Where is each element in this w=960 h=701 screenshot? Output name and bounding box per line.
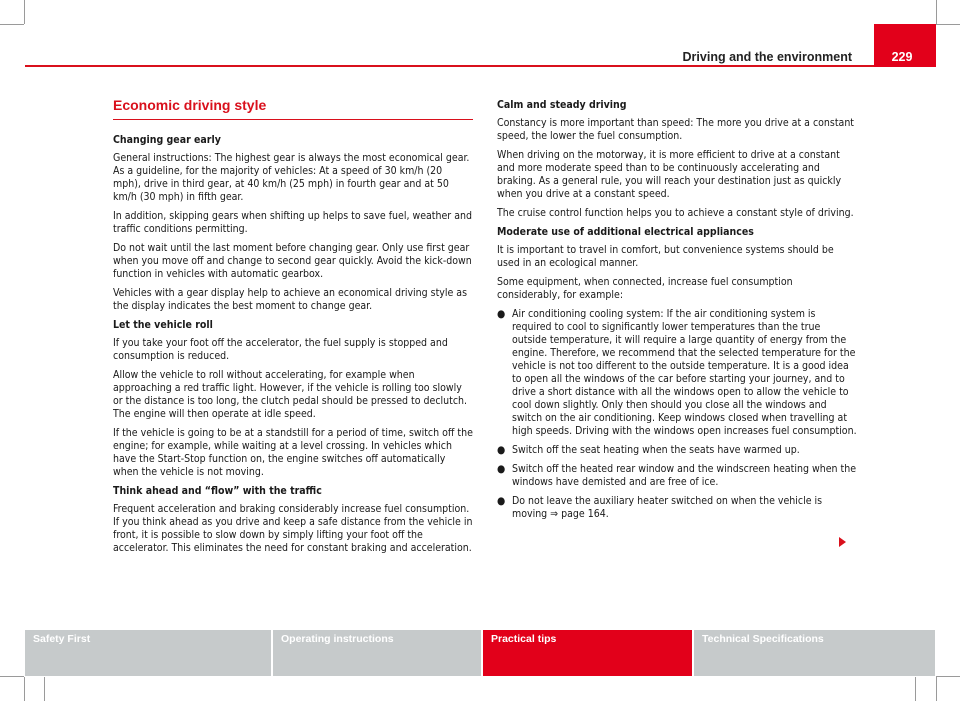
list-item xyxy=(497,495,857,521)
list-item xyxy=(497,463,857,489)
tab-technical-specifications[interactable]: Technical Specifications xyxy=(694,630,935,676)
subheading-think-ahead: Think ahead and “flow” with the traffic xyxy=(113,485,322,497)
subheading-changing-gear: Changing gear early xyxy=(113,134,221,146)
crop-mark xyxy=(915,677,916,701)
paragraph: Allow the vehicle to roll without accelerating, for example when approaching a red traffic light. However, if the vehicle is rolling too slowly or the distance is too long, the clutch pedal should be pressed to declutch. The engine will then operate at idle speed. xyxy=(113,369,468,420)
subheading-electrical-appliances: Moderate use of additional electrical appliances xyxy=(497,226,754,238)
crop-mark xyxy=(0,24,24,25)
list-item xyxy=(497,308,857,438)
paragraph: The cruise control function helps you to achieve a constant style of driving. xyxy=(497,207,854,219)
subheading-let-roll: Let the vehicle roll xyxy=(113,319,213,331)
list-item-text: Air conditioning cooling system: If the air conditioning system is required to cool to significantly lower temperatures than the true outside temperature, it will require a large quantity of energy from the engine. Therefore, we recommend that the selected temperature for the vehicle is not too different to the outside temperature. It is a good idea to open all the windows of the car before starting your journey, and to drive a short distance with all the windows open to allow the vehicle to cool down slightly. Only then should you close all the windows and switch on the air conditioning. Keep windows closed when travelling at high speeds. Driving with the windows open increases fuel consumption. xyxy=(512,308,857,437)
paragraph: Frequent acceleration and braking considerably increase fuel consumption. If you think ahead as you drive and keep a safe distance from the vehicle in front, it is possible to slow down by simply lifting your foot off the accelerator. This eliminates the need for constant braking and acceleration. xyxy=(113,503,473,554)
paragraph: If you take your foot off the accelerator, the fuel supply is stopped and consumption is reduced. xyxy=(113,337,448,362)
list-item xyxy=(497,444,857,457)
bullet-icon: ● xyxy=(497,463,506,475)
crop-mark xyxy=(24,0,25,24)
crop-mark xyxy=(936,677,937,701)
paragraph: In addition, skipping gears when shifting up helps to save fuel, weather and traffic conditions permitting. xyxy=(113,210,472,235)
bullet-icon: ● xyxy=(497,308,506,320)
footer-nav xyxy=(25,630,935,676)
subheading-calm-driving: Calm and steady driving xyxy=(497,99,627,111)
left-column xyxy=(113,96,473,561)
continue-arrow-icon xyxy=(839,537,846,547)
paragraph: Vehicles with a gear display help to achieve an economical driving style as the display indicates the best moment to change gear. xyxy=(113,287,468,312)
paragraph: If the vehicle is going to be at a standstill for a period of time, switch off the engine; for example, while waiting at a level crossing. In vehicles which have the Start-Stop function on, the engine switches off automatically when the vehicle is not moving. xyxy=(113,427,473,478)
tab-operating-instructions[interactable]: Operating instructions xyxy=(273,630,483,676)
crop-mark xyxy=(936,24,960,25)
section-title: Economic driving style xyxy=(113,96,473,120)
page-number: 229 xyxy=(891,50,913,64)
crop-mark xyxy=(44,677,45,701)
tab-practical-tips[interactable]: Practical tips xyxy=(483,630,694,676)
list-item-text: Switch off the heated rear window and the windscreen heating when the windows have demisted and are free of ice. xyxy=(512,463,857,488)
header-rule xyxy=(25,65,936,67)
page-header-title: Driving and the environment xyxy=(682,50,852,64)
paragraph: Do not wait until the last moment before changing gear. Only use first gear when you move off and change to second gear quickly. Avoid the kick-down function in vehicles with automatic gearbox. xyxy=(113,242,472,280)
crop-mark xyxy=(936,0,937,24)
paragraph: When driving on the motorway, it is more efficient to drive at a constant and more moderate speed than to be continuously accelerating and braking. As a general rule, you will reach your destination just as quickly when you drive at a constant speed. xyxy=(497,149,842,200)
paragraph: It is important to travel in comfort, but convenience systems should be used in an ecological manner. xyxy=(497,244,834,269)
paragraph: General instructions: The highest gear is always the most economical gear. As a guideline, for the majority of vehicles: At a speed of 30 km/h (20 mph), drive in third gear, at 40 km/h (25 mph) in fourth gear and at 50 km/h (30 mph) in fifth gear. xyxy=(113,152,470,203)
crop-mark xyxy=(24,677,25,701)
bullet-icon: ● xyxy=(497,495,506,507)
bullet-icon: ● xyxy=(497,444,506,456)
crop-mark xyxy=(0,676,24,677)
crop-mark xyxy=(936,676,960,677)
list-item-text: Do not leave the auxiliary heater switched on when the vehicle is moving ⇒ page 164. xyxy=(512,495,823,520)
right-column xyxy=(497,99,857,527)
tab-safety-first[interactable]: Safety First xyxy=(25,630,273,676)
list-item-text: Switch off the seat heating when the seats have warmed up. xyxy=(512,444,800,456)
paragraph: Constancy is more important than speed: The more you drive at a constant speed, the lower the fuel consumption. xyxy=(497,117,855,142)
paragraph: Some equipment, when connected, increase fuel consumption considerably, for example: xyxy=(497,276,793,301)
